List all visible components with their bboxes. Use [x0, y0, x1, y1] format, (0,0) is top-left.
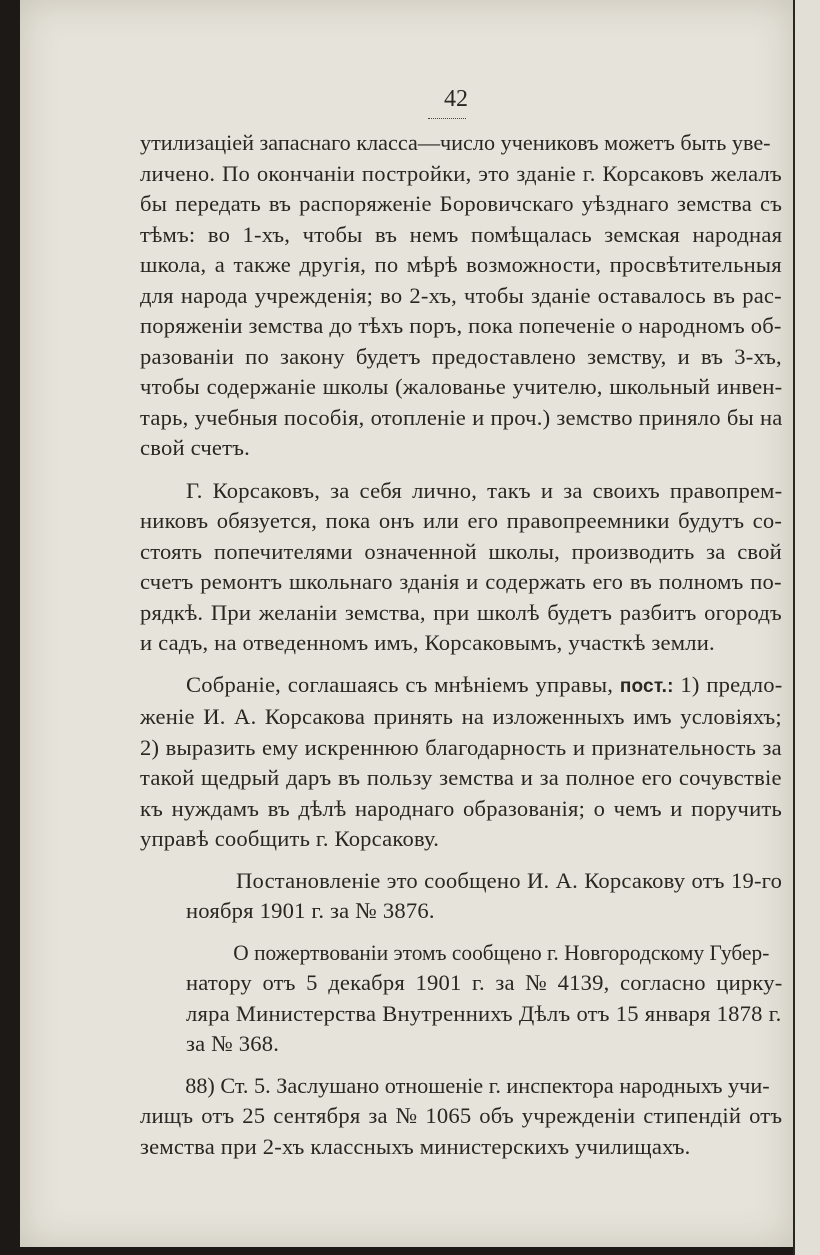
text-line: Постановленiе это сообщено И. А. Корсакову отъ 19-го	[236, 867, 783, 893]
page-body	[140, 128, 782, 1173]
text-line: стоять попечителями означенной школы, производить за свой	[140, 538, 782, 564]
text-line	[140, 670, 782, 703]
text-line: земства при 2-хъ классныхъ министерскихъ училищахъ.	[140, 1133, 691, 1159]
paragraph-1	[140, 128, 782, 464]
text-line: О пожертвованiи этомъ сообщено г. Новгородскому Губер-	[233, 939, 770, 965]
resolution-lead: Собранiе, соглашаясь съ мнѣнiемъ управы,	[186, 671, 614, 697]
adjacent-page-edge	[793, 0, 820, 1255]
resolution-item-1: 1) предло-	[680, 671, 783, 697]
page-number: 42	[444, 86, 468, 112]
text-line: натору отъ 5 декабря 1901 г. за № 4139, согласно цирку-	[186, 970, 783, 995]
text-line: бы передать въ распоряженiе Боровичскаго уѣзднаго земства съ	[140, 191, 783, 216]
text-line: тѣмъ: во 1-хъ, чтобы въ немъ помѣщалась земская народная	[140, 221, 783, 247]
paragraph-2	[140, 476, 782, 659]
text-line: 2) выразить ему искреннюю благодарность и признательность за	[140, 734, 782, 760]
text-line: 88) Ст. 5. Заслушано отношенiе г. инспектора народныхъ учи-	[185, 1072, 770, 1098]
paragraph-4	[140, 866, 782, 927]
text-line: никовъ обязуется, пока онъ или его правопреемники будутъ со-	[140, 508, 783, 533]
post-abbreviation: пост.:	[619, 675, 674, 697]
paragraph-5	[140, 938, 782, 1060]
text-line: къ нуждамъ въ дѣлѣ народнаго образованiя; о чемъ и поручить	[140, 795, 782, 821]
paragraph-3	[140, 670, 782, 855]
text-line: свой счетъ.	[140, 435, 250, 460]
text-line: тарь, учебныя пособiя, отопленiе и проч.) земство приняло бы на	[140, 404, 783, 430]
text-line: личено. По окончанiи постройки, это зданiе г. Корсаковъ желалъ	[140, 160, 782, 186]
text-line: лищъ отъ 25 сентября за № 1065 объ учрежденiи стипендiй отъ	[140, 1103, 783, 1128]
text-line: школа, а также другiя, по мѣрѣ возможности, просвѣтительныя	[140, 252, 782, 277]
text-line: и садъ, на отведенномъ имъ, Корсаковымъ, участкѣ земли.	[140, 630, 715, 655]
text-line: Г. Корсаковъ, за себя лично, такъ и за своихъ правопрем-	[186, 477, 783, 503]
text-line: ляра Министерства Внутреннихъ Дѣлъ отъ 15 января 1878 г.	[186, 1000, 782, 1026]
text-line: женiе И. А. Корсакова принять на изложенныхъ имъ условiяхъ;	[140, 704, 782, 729]
text-line: управѣ сообщить г. Корсакову.	[140, 826, 440, 851]
text-line: такой щедрый даръ въ пользу земства и за полное его сочувствiе	[140, 765, 782, 790]
text-line: поряженiи земства до тѣхъ поръ, пока попеченiе о народномъ об-	[140, 313, 782, 338]
text-line: ноября 1901 г. за № 3876.	[186, 898, 435, 923]
page-number-ornament	[428, 118, 466, 119]
text-line: за № 368.	[186, 1031, 280, 1056]
text-line: утилизацiей запаснаго класса—число учениковъ можетъ быть уве-	[140, 130, 771, 155]
text-line: чтобы содержанiе школы (жалованье учителю, школьный инвен-	[140, 374, 783, 399]
text-line: рядкѣ. При желанiи земства, при школѣ будетъ разбитъ огородъ	[140, 599, 782, 625]
paragraph-6	[140, 1071, 782, 1163]
text-line: для народа учрежденiя; во 2-хъ, чтобы зданiе оставалось въ рас-	[140, 282, 782, 308]
text-line: счетъ ремонтъ школьнаго зданiя и содержать его въ полномъ по-	[140, 569, 782, 594]
text-line: разованiи по закону будетъ предоставлено земству, и въ 3-хъ,	[140, 343, 782, 369]
